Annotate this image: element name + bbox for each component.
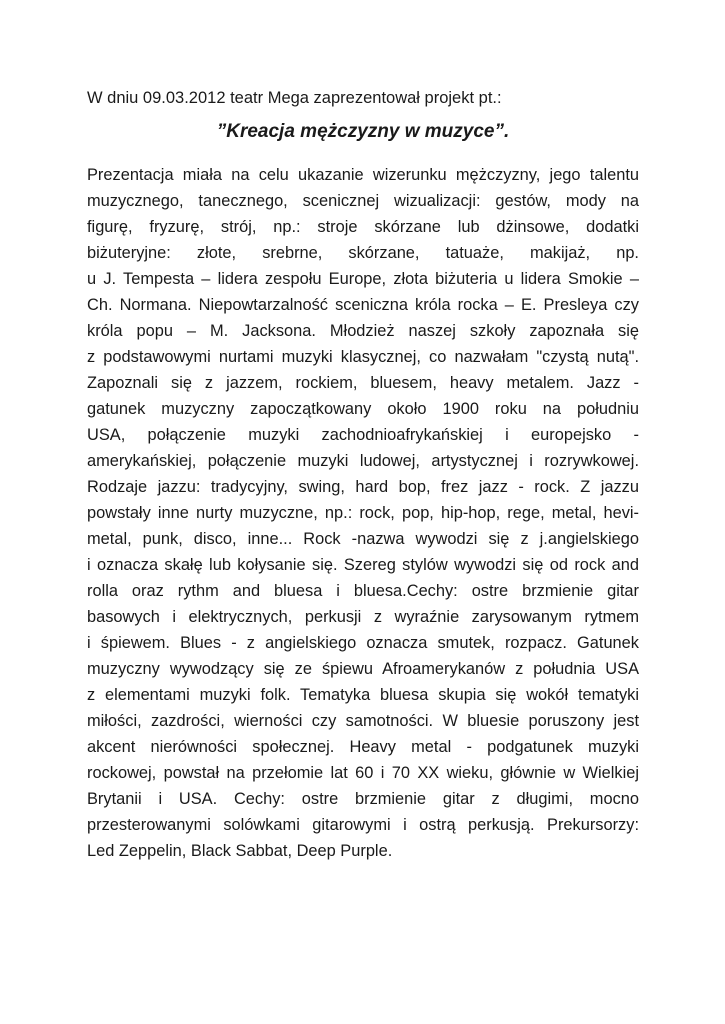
paragraph-line: amerykańskiej, połączenie muzyki ludowej, artystycznej i rozrywkowej. <box>87 452 639 470</box>
paragraph-line: muzycznego, tanecznego, scenicznej wizualizacji: gestów, mody na <box>87 192 639 210</box>
paragraph-line: powstały inne nurty muzyczne, np.: rock, pop, hip-hop, rege, metal, hevi- <box>87 504 639 522</box>
paragraph-line: akcent nierówności społecznej. Heavy metal - podgatunek muzyki <box>87 738 639 756</box>
paragraph-line: figurę, fryzurę, strój, np.: stroje skórzane lub dżinsowe, dodatki <box>87 218 639 236</box>
paragraph-line: muzyczny wywodzący się ze śpiewu Afroamerykanów z południa USA <box>87 660 639 678</box>
paragraph-line: Zapoznali się z jazzem, rockiem, bluesem, heavy metalem. Jazz - <box>87 374 639 392</box>
paragraph-line: USA, połączenie muzyki zachodnioafrykańskiej i europejsko - <box>87 426 639 444</box>
paragraph-line: Led Zeppelin, Black Sabbat, Deep Purple. <box>87 842 393 860</box>
paragraph-line: Prezentacja miała na celu ukazanie wizerunku mężczyzny, jego talentu <box>87 166 639 184</box>
paragraph-line: gatunek muzyczny zapoczątkowany około 1900 roku na południu <box>87 400 639 418</box>
paragraph-line: króla popu – M. Jacksona. Młodzież naszej szkoły zapoznała się <box>87 322 639 340</box>
paragraph-line: miłości, zazdrości, wierności czy samotności. W bluesie poruszony jest <box>87 712 639 730</box>
paragraph-line: u J. Tempesta – lidera zespołu Europe, złota biżuteria u lidera Smokie – <box>87 270 639 288</box>
paragraph-line: Rodzaje jazzu: tradycyjny, swing, hard bop, frez jazz - rock. Z jazzu <box>87 478 639 496</box>
paragraph-line: z elementami muzyki folk. Tematyka bluesa skupia się wokół tematyki <box>87 686 639 704</box>
paragraph-line: i oznacza skałę lub kołysanie się. Szereg stylów wywodzi się od rock and <box>87 556 639 574</box>
intro-line: W dniu 09.03.2012 teatr Mega zaprezentował projekt pt.: <box>87 89 502 107</box>
paragraph-line: Ch. Normana. Niepowtarzalność sceniczna króla rocka – E. Presleya czy <box>87 296 639 314</box>
document-title: ”Kreacja mężczyzny w muzyce”. <box>216 121 510 142</box>
paragraph-line: metal, punk, disco, inne... Rock -nazwa wywodzi się z j.angielskiego <box>87 530 639 548</box>
paragraph-line: Brytanii i USA. Cechy: ostre brzmienie gitar z długimi, mocno <box>87 790 639 808</box>
paragraph-line: z podstawowymi nurtami muzyki klasycznej, co nazwałam "czystą nutą". <box>87 348 639 366</box>
paragraph-line: basowych i elektrycznych, perkusji z wyraźnie zarysowanym rytmem <box>87 608 639 626</box>
paragraph-line: i śpiewem. Blues - z angielskiego oznacza smutek, rozpacz. Gatunek <box>87 634 639 652</box>
paragraph-line: biżuteryjne: złote, srebrne, skórzane, tatuaże, makijaż, np. <box>87 244 639 262</box>
paragraph-line: przesterowanymi solówkami gitarowymi i ostrą perkusją. Prekursorzy: <box>87 816 639 834</box>
body-paragraph <box>87 162 639 864</box>
paragraph-line: rockowej, powstał na przełomie lat 60 i 70 XX wieku, głównie w Wielkiej <box>87 764 639 782</box>
paragraph-line: rolla oraz rythm and bluesa i bluesa.Cechy: ostre brzmienie gitar <box>87 582 639 600</box>
